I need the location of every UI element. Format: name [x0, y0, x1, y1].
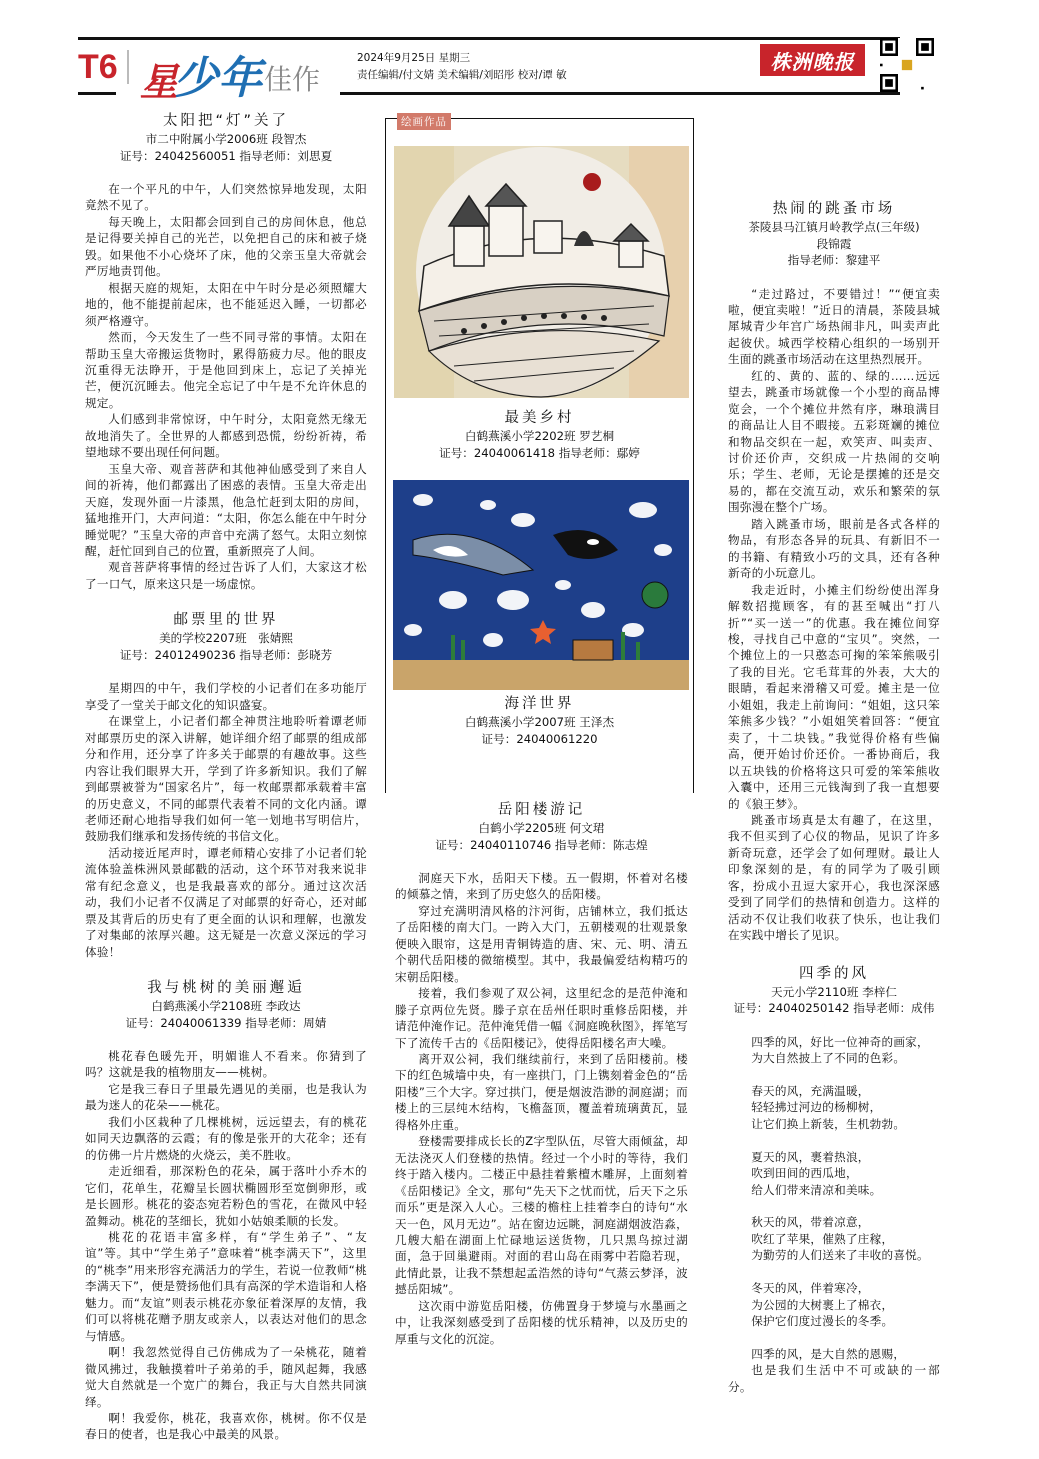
paragraph: 在课堂上，小记者们都全神贯注地聆听着谭老师对邮票历史的深入讲解，她详细介绍了邮票的组成部分和作用，还分享了许多关于邮票的有趣故事。这些内容让我们眼界大开，学到了许多新知识。我们了解到邮票被誉为“国家名片”，每一枚邮票都承载着丰富的历史意义，不同的邮票代表着不同的文化内涵。谭老师还耐心地指导我们如何一笔一划地书写明信片，鼓励我们继承和发扬传统的书信文化。: [85, 714, 367, 844]
page-number: T6: [78, 48, 118, 86]
article-title: 岳阳楼游记: [497, 802, 586, 818]
paragraph: 它是我三春日子里最先遇见的美丽，也是我认为最为迷人的花朵——桃花。: [85, 1081, 367, 1113]
paragraph: 这次雨中游览岳阳楼，仿佛置身于梦境与水墨画之中，让我深刻感受到了岳阳楼的忧乐精神，以及历史的厚重与文化的沉淀。: [395, 1298, 688, 1346]
article-sun: [85, 111, 367, 592]
paragraph: 接着，我们参观了双公祠，这里纪念的是范仲淹和滕子京两位先贤。滕子京在岳州任职时重修岳阳楼，并请范仲淹作记。范仲淹凭借一幅《洞庭晚秋图》，挥笔写下了流传千古的《岳阳楼记》，使得岳阳楼名声大噪。: [395, 986, 688, 1050]
poem-line: 四季的风，好比一位神奇的画家，: [751, 1034, 929, 1049]
article-cert: 证号：24012490236 指导老师：彭晓芳: [119, 647, 333, 662]
header-bottom-rule: [340, 92, 900, 95]
poem-cert: 证号：24040250142 指导老师：成伟: [733, 1001, 935, 1016]
article-stamps: [85, 610, 367, 960]
paragraph: 人们感到非常惊讶，中午时分，太阳竟然无缘无故地消失了。全世界的人都感到恐慌，纷纷祈祷，希望地球不要出现任何问题。: [85, 412, 367, 460]
paragraph: 桃花春色暖先开，明媚谁人不看来。你猜到了吗？这就是我的植物朋友——桃树。: [85, 1049, 367, 1080]
poem-line: 吹到田间的西瓜地，: [751, 1166, 858, 1181]
poem-line: 冬天的风，伴着寒冷，: [751, 1281, 870, 1296]
poem-stanza: [728, 1280, 940, 1329]
article-title: 热闹的跳蚤市场: [772, 201, 896, 217]
paragraph: 根据天庭的规矩，太阳在中午时分是必须照耀大地的，他不能提前起床，也不能延迟入睡，一切都必须严格遵守。: [85, 280, 367, 328]
paragraph: 啊！我忽然觉得自己仿佛成为了一朵桃花，随着微风拂过，我触摸着叶子弟弟的手，随风起舞，我感觉大自然就是一个宽广的舞台，我正与大自然共同演绎。: [85, 1345, 367, 1409]
article-author: 段锦霞: [816, 236, 852, 251]
article-yueyang: [395, 800, 688, 1347]
poem-school: 天元小学2110班 李梓仁: [771, 984, 897, 999]
paragraph: 走近细看，那深粉色的花朵，属于落叶小乔木的它们，花单生，花瓣呈长圆状椭圆形至宽倒卵形，或是长圆形。桃花的姿态宛若粉色的雪花，在微风中轻盈舞动。桃花的茎细长，犹如小姑娘柔顺的长发。: [85, 1164, 367, 1228]
painting-cert: 证号：24040061418 指导老师：鄢婷: [439, 445, 640, 460]
painting-village-caption: [385, 408, 694, 461]
paragraph: 我走近时，小摊主们纷纷使出浑身解数招揽顾客，有的甚至喊出“打八折”“买一送一”的优惠。我在摊位间穿梭，寻找自己中意的“宝贝”。突然，一个摊位上的一只憨态可掬的笨笨熊吸引了我的目光。它毛茸茸的外表，大大的眼睛，看起来滑稽又可爱。摊主是一位小姐姐，我走上前询问：“姐姐，这只笨笨熊多少钱？”小姐姐笑着回答：“便宜卖了，十二块钱。”我觉得价格有些偏高，便开始讨价还价。一番协商后，我以五块钱的价格将这只可爱的笨笨熊收入囊中，还用三元钱淘到了我一直想要的《狼王梦》。: [728, 582, 940, 811]
header-bottom-rule-left: [78, 92, 116, 95]
paragraph: 活动接近尾声时，谭老师精心安排了小记者们轮流体验盖株洲风景邮戳的活动，这个环节对我来说非常有纪念意义，也是我最喜欢的部分。通过这次活动，我们小记者不仅满足了对邮票的好奇心，还对邮票及其背后的历史有了更全面的认识和理解，也激发了对集邮的浓厚兴趣。这无疑是一次意义深远的学习体验！: [85, 845, 367, 959]
poem-stanza: [728, 1149, 940, 1198]
article-school: 市二中附属小学2006班 段智杰: [145, 132, 307, 146]
article-school: 美的学校2207班 张婧熙: [159, 631, 293, 646]
paragraph: 踏入跳蚤市场，眼前是各式各样的物品，有形态各异的玩具、有新旧不一的书籍、有精致小巧的文具，还有各种新奇的小玩意儿。: [728, 516, 940, 581]
poem-stanza: [728, 1083, 940, 1132]
poem-line: 为大自然披上了不同的色彩。: [751, 1051, 906, 1066]
paragraph: 然而，今天发生了一些不同寻常的事情。太阳在帮助玉皇大帝搬运货物时，累得筋疲力尽。他的眼皮沉重得无法睁开，于是他回到床上，忘记了关掉光芒，便沉沉睡去。他完全忘记了中午是不允许休息的规定。: [85, 330, 367, 410]
paragraph: 玉皇大帝、观音菩萨和其他神仙感受到了来自人间的祈祷，他们都露出了困惑的表情。玉皇大帝走出天庭，发现外面一片漆黑，他急忙赶到太阳的房间，猛地推开门，大声问道：“太阳，你怎么能在中午时分睡觉呢？”玉皇大帝的声音中充满了怒气。太阳立刻惊醒，赶忙回到自己的位置，重新照亮了人间。: [85, 461, 367, 558]
poem-line: 轻轻拂过河边的杨柳树，: [751, 1100, 882, 1115]
poem-title: 四季的风: [799, 965, 869, 982]
poem-line: 保护它们度过漫长的冬季。: [751, 1314, 894, 1329]
painting-ocean-caption: [385, 694, 694, 747]
poem-stanza: [728, 1346, 940, 1395]
newspaper-logo: 株洲晚报: [760, 44, 865, 76]
issue-date: 2024年9月25日 星期三: [357, 52, 471, 64]
paragraph: 登楼需要排成长长的Z字型队伍，尽管大雨倾盆，却无法浇灭人们登楼的热情。经过一个小时的等待，我们终于踏入楼内。二楼正中悬挂着紫檀木雕屏，上面刻着《岳阳楼记》全文，那句“先天下之忧而忧，后天下之乐而乐”更是深入人心。三楼的檐柱上挂着李白的诗句“水天一色，风月无边”。站在窗边远眺，洞庭湖烟波浩淼，几艘大船在湖面上忙碌地运送货物，几只黑鸟掠过湖面，急于回巢避雨。对面的君山岛在雨雾中若隐若现，此情此景，让我不禁想起孟浩然的诗句“气蒸云梦泽，波撼岳阳城”。: [395, 1134, 688, 1297]
poem-line: 四季的风，是大自然的恩赐，: [751, 1346, 906, 1361]
paragraph: 在一个平凡的中午，人们突然惊异地发现，太阳竟然不见了。: [85, 182, 367, 213]
painting-title: 海洋世界: [504, 696, 575, 712]
poem-line: 为勤劳的人们送来了丰收的喜悦。: [751, 1248, 929, 1263]
article-school: 茶陵县马江镇月岭教学点(三年级): [748, 220, 920, 234]
paragraph: 每天晚上，太阳都会回到自己的房间休息，他总是记得要关掉自己的光芒，以免把自己的床和被子烧毁。如果他不小心烧坏了床，他的父亲玉皇大帝就会严厉地责罚他。: [85, 214, 367, 279]
poem-line: 秋天的风，带着凉意，: [751, 1215, 870, 1230]
paragraph: 桃花的花语丰富多样，有“学生弟子”、“友谊”等。其中“学生弟子”意味着“桃李满天下”，这里的“桃李”用来形容充满活力的学生，若说一位教师“桃李满天下”，便是赞扬他们具有高深的学术造诣和人格魅力。而“友谊”则表示桃花亦象征着深厚的友情，我们可以将桃花赠予朋友或亲人，以表达对他们的思念与情感。: [85, 1230, 367, 1343]
paragraph: 红的、黄的、蓝的、绿的……远远望去，跳蚤市场就像一个小型的商品博览会，一个个摊位井然有序，琳琅满目的商品让人目不暇接。五彩斑斓的摊位和物品交织在一起，欢笑声、叫卖声、讨价还价声，交织成一片热闹的交响乐；学生、老师，无论是摆摊的还是交易的，都在交流互动，欢乐和繁荣的氛围弥漫在整个广场。: [728, 368, 940, 515]
poem-line: 也是我们生活中不可或缺的一部分。: [728, 1363, 940, 1394]
poem-line: 为公园的大树裹上了棉衣，: [751, 1297, 894, 1312]
article-peach: [85, 978, 367, 1443]
article-market: [728, 199, 940, 944]
section-brand-xing: 星: [140, 60, 179, 104]
paragraph: 穿过充满明清风格的汴河街，店铺林立，我们抵达了岳阳楼的南大门。一跨入大门，五朝楼观的壮观景象便映入眼帘，这是用青铜铸造的唐、宋、元、明、清五个朝代岳阳楼的微缩模型。其中，我最偏爱结构精巧的宋朝岳阳楼。: [395, 903, 688, 984]
section-brand-jiazuo: 佳作: [264, 63, 321, 96]
article-teacher: 指导老师：黎建平: [787, 253, 881, 267]
article-title: 太阳把“灯”关了: [162, 113, 290, 129]
paragraph: 啊！我爱你，桃花，我喜欢你，桃树。你不仅是春日的使者，也是我心中最美的风景。: [85, 1411, 367, 1442]
paragraph: “走过路过，不要错过！”“便宜卖啦，便宜卖啦！”近日的清晨，茶陵县城犀城青少年宫广场热闹非凡，叫卖声此起彼伏。城西学校精心组织的一场别开生面的跳蚤市场活动在这里热烈展开。: [728, 286, 940, 367]
article-cert: 证号：24040061339 指导老师：周婧: [125, 1015, 327, 1030]
header-info: [357, 50, 567, 84]
article-school: 白鹤燕溪小学2108班 李政达: [151, 999, 301, 1014]
article-title: 邮票里的世界: [173, 612, 279, 629]
paragraph: 星期四的中午，我们学校的小记者们在多功能厅享受了一堂关于邮文化的知识盛宴。: [85, 681, 367, 712]
painting-school: 白鹤燕溪小学2202班 罗艺桐: [464, 429, 615, 443]
right-column: [728, 199, 940, 1412]
paragraph: 洞庭天下水，岳阳天下楼。五一假期，怀着对名楼的倾慕之情，来到了历史悠久的岳阳楼。: [395, 871, 688, 902]
poem-stanza: [728, 1034, 940, 1067]
poem-wind: [728, 964, 940, 1412]
editor-credits: 责任编辑/付文婧 美术编辑/刘昭彤 校对/谭 敏: [357, 69, 567, 81]
painting-title: 最美乡村: [504, 410, 575, 426]
painting-ocean[interactable]: [393, 480, 689, 690]
poem-stanza: [728, 1214, 940, 1263]
article-cert: 证号：24042560051 指导老师：刘思夏: [119, 148, 333, 163]
poem-line: 吹红了苹果，催熟了庄稼，: [751, 1231, 894, 1246]
poem-line: 给人们带来清凉和美味。: [751, 1182, 882, 1197]
qr-code-icon[interactable]: [880, 38, 934, 92]
painting-cert: 证号：24040061220: [481, 731, 598, 746]
paintings-label: 绘画作品: [397, 113, 451, 130]
left-column: [85, 111, 367, 1443]
paragraph: 离开双公祠，我们继续前行，来到了岳阳楼前。楼下的红色城墙中央，有一座拱门，门上镌刻着金色的“岳阳楼”三个大字。穿过拱门，便是烟波浩渺的洞庭湖；而楼上的三层纯木结构，飞檐盔顶，覆盖着琉璃黄瓦，显得格外庄重。: [395, 1051, 688, 1132]
painting-school: 白鹤燕溪小学2007班 王泽杰: [464, 715, 615, 729]
middle-column: [395, 800, 688, 1347]
article-cert: 证号：24040110746 指导老师：陈志煌: [435, 837, 648, 852]
paragraph: 跳蚤市场真是太有趣了，在这里，我不但买到了心仪的物品，见识了许多新奇玩意，还学会了如何理财。最让人印象深刻的是，有的同学为了吸引顾客，扮成小丑逗大家开心，我也深深感受到了同学们的热情和创造力。这样的活动不仅让我们收获了快乐，也让我们在实践中增长了见识。: [728, 813, 940, 943]
paragraph: 观音菩萨将事情的经过告诉了人们，大家这才松了一口气，原来这只是一场虚惊。: [85, 560, 367, 591]
article-school: 白鹤小学2205班 何文珺: [478, 821, 605, 835]
paragraph: 我们小区栽种了几棵桃树，远远望去，有的桃花如同天边飘落的云霞；有的像是张开的大花伞；还有的仿佛一片片燃烧的火烧云，美不胜收。: [85, 1114, 367, 1162]
painting-village[interactable]: [394, 146, 689, 398]
section-brand-shaonian: 少年: [174, 53, 263, 104]
section-brand: [140, 36, 320, 106]
header-divider: [127, 50, 129, 84]
poem-line: 让它们换上新装，生机勃勃。: [751, 1116, 906, 1131]
article-title: 我与桃树的美丽邂逅: [147, 980, 305, 997]
poem-line: 夏天的风，裹着热浪，: [751, 1149, 870, 1164]
poem-line: 春天的风，充满温暖，: [751, 1083, 870, 1098]
